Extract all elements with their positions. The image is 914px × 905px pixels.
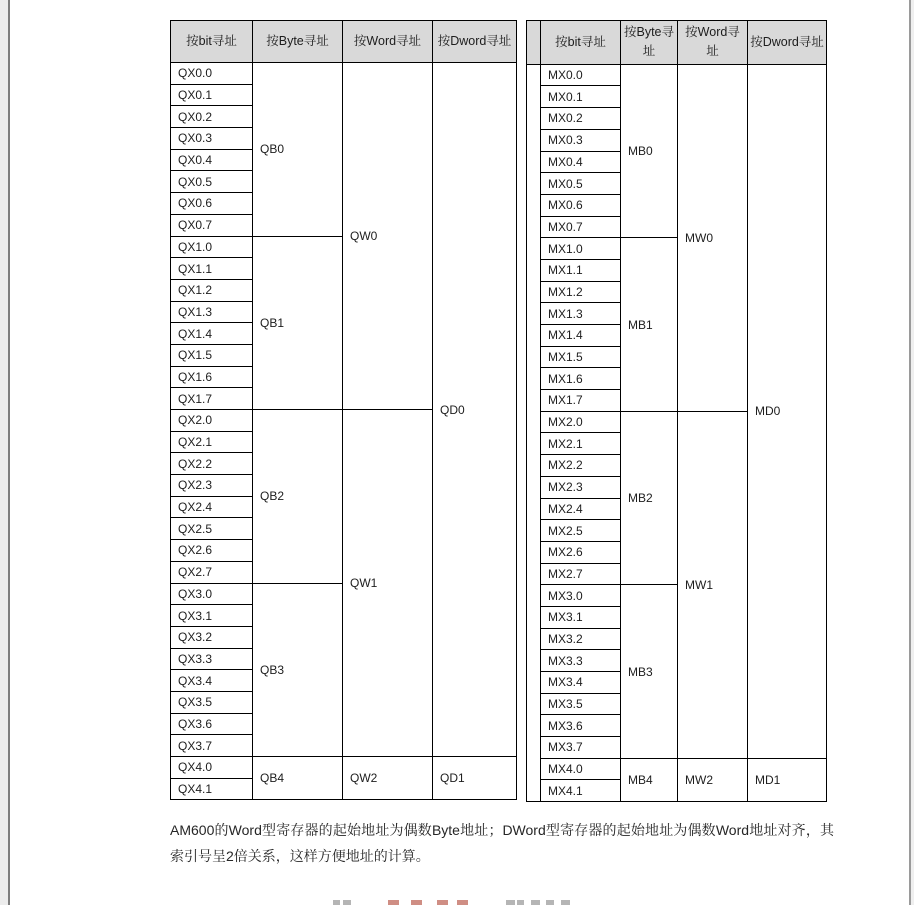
col-header-byte: 按Byte寻址 — [253, 21, 343, 63]
bit-cell: QX1.3 — [171, 301, 253, 323]
byte-cell: QB4 — [253, 757, 343, 800]
bit-cell: QX0.3 — [171, 128, 253, 150]
bit-cell: MX3.5 — [541, 693, 621, 715]
dword-cell: QD1 — [433, 757, 517, 800]
bit-cell: MX0.2 — [541, 108, 621, 130]
bit-cell: QX0.4 — [171, 149, 253, 171]
bit-cell: QX2.7 — [171, 561, 253, 583]
col-header-bit: 按bit寻址 — [541, 21, 621, 65]
bit-cell: MX2.2 — [541, 455, 621, 477]
m-register-table — [526, 20, 827, 802]
bit-cell: QX3.4 — [171, 670, 253, 692]
bit-cell: QX2.4 — [171, 496, 253, 518]
bit-cell: QX1.1 — [171, 258, 253, 280]
byte-cell: MB4 — [621, 758, 678, 801]
bit-cell: MX0.0 — [541, 64, 621, 86]
word-cell: QW1 — [343, 410, 433, 757]
bit-cell: QX3.5 — [171, 691, 253, 713]
spacer-header-cell — [527, 21, 541, 65]
byte-cell: QB2 — [253, 410, 343, 584]
note-paragraph: AM600的Word型寄存器的起始地址为偶数Byte地址；DWord型寄存器的起始地址为偶数Word地址对齐，其索引号呈2倍关系，这样方便地址的计算。 — [170, 822, 834, 864]
bit-cell: MX2.7 — [541, 563, 621, 585]
clipped-text-fragment — [457, 900, 468, 905]
clipped-text-fragment — [506, 900, 515, 905]
bit-cell: MX3.1 — [541, 606, 621, 628]
clipped-text-fragment — [333, 900, 340, 905]
clipped-text-fragment — [546, 900, 554, 905]
bit-cell: MX1.4 — [541, 325, 621, 347]
bit-cell: MX1.6 — [541, 368, 621, 390]
dword-cell: MD1 — [748, 758, 827, 801]
byte-cell: QB0 — [253, 63, 343, 237]
bit-cell: MX4.0 — [541, 758, 621, 780]
word-cell: QW0 — [343, 63, 433, 410]
byte-cell: MB3 — [621, 585, 678, 759]
bit-cell: MX2.3 — [541, 476, 621, 498]
bit-cell: QX3.1 — [171, 605, 253, 627]
dword-cell: QD0 — [433, 63, 517, 757]
bit-cell: QX2.1 — [171, 431, 253, 453]
bit-cell: QX0.2 — [171, 106, 253, 128]
bit-cell: QX0.5 — [171, 171, 253, 193]
q-register-table — [170, 20, 517, 800]
bit-cell: MX1.2 — [541, 281, 621, 303]
col-header-dword: 按Dword寻址 — [748, 21, 827, 65]
bit-cell: QX0.1 — [171, 84, 253, 106]
byte-cell: MB1 — [621, 238, 678, 412]
bit-cell: MX1.7 — [541, 390, 621, 412]
bit-cell: QX3.7 — [171, 735, 253, 757]
bit-cell: MX2.4 — [541, 498, 621, 520]
bit-cell: MX2.1 — [541, 433, 621, 455]
clipped-text-fragment — [388, 900, 399, 905]
bit-cell: QX3.2 — [171, 626, 253, 648]
bit-cell: MX0.7 — [541, 216, 621, 238]
bit-cell: QX1.2 — [171, 279, 253, 301]
bit-cell: MX0.6 — [541, 194, 621, 216]
bit-cell: MX0.5 — [541, 173, 621, 195]
clipped-text-fragment — [517, 900, 524, 905]
bit-cell: MX3.0 — [541, 585, 621, 607]
bit-cell: MX0.1 — [541, 86, 621, 108]
col-header-word: 按Word寻址 — [678, 21, 748, 65]
byte-cell: MB0 — [621, 64, 678, 238]
bit-cell: QX3.3 — [171, 648, 253, 670]
bit-cell: MX1.5 — [541, 346, 621, 368]
bit-cell: MX3.4 — [541, 672, 621, 694]
page-left-edge — [0, 0, 10, 905]
col-header-bit: 按bit寻址 — [171, 21, 253, 63]
bit-cell: QX1.6 — [171, 366, 253, 388]
bit-cell: MX2.0 — [541, 411, 621, 433]
dword-cell: MD0 — [748, 64, 827, 758]
bit-cell: MX3.6 — [541, 715, 621, 737]
page-right-edge — [909, 0, 914, 905]
bit-cell: MX3.2 — [541, 628, 621, 650]
bit-cell: QX0.7 — [171, 214, 253, 236]
bit-cell: QX1.0 — [171, 236, 253, 258]
bit-cell: MX1.1 — [541, 259, 621, 281]
bit-cell: QX1.5 — [171, 344, 253, 366]
bit-cell: QX3.6 — [171, 713, 253, 735]
byte-cell: QB1 — [253, 236, 343, 410]
bit-cell: MX4.1 — [541, 780, 621, 802]
bit-cell: MX1.0 — [541, 238, 621, 260]
byte-cell: MB2 — [621, 411, 678, 585]
word-cell: QW2 — [343, 757, 433, 800]
bit-cell: MX2.6 — [541, 541, 621, 563]
clipped-text-fragment — [411, 900, 422, 905]
bit-cell: QX2.2 — [171, 453, 253, 475]
bit-cell: QX1.4 — [171, 323, 253, 345]
bit-cell: QX0.0 — [171, 63, 253, 85]
clipped-text-fragment — [531, 900, 540, 905]
clipped-text-fragment — [561, 900, 570, 905]
bit-cell: QX4.1 — [171, 778, 253, 800]
col-header-dword: 按Dword寻址 — [433, 21, 517, 63]
col-header-word: 按Word寻址 — [343, 21, 433, 63]
bit-cell: MX3.3 — [541, 650, 621, 672]
bit-cell: QX0.6 — [171, 193, 253, 215]
bit-cell: QX1.7 — [171, 388, 253, 410]
bit-cell: QX2.0 — [171, 410, 253, 432]
clipped-text-fragment — [437, 900, 448, 905]
word-cell: MW1 — [678, 411, 748, 758]
spacer-cell — [527, 64, 541, 801]
bit-cell: QX2.5 — [171, 518, 253, 540]
byte-cell: QB3 — [253, 583, 343, 757]
bit-cell: QX2.3 — [171, 475, 253, 497]
bit-cell: QX4.0 — [171, 757, 253, 779]
word-cell: MW2 — [678, 758, 748, 801]
word-cell: MW0 — [678, 64, 748, 411]
clipped-text-line — [0, 900, 914, 905]
clipped-text-fragment — [343, 900, 351, 905]
bit-cell: MX2.5 — [541, 520, 621, 542]
bit-cell: QX2.6 — [171, 540, 253, 562]
col-header-byte: 按Byte寻址 — [621, 21, 678, 65]
bit-cell: QX3.0 — [171, 583, 253, 605]
bit-cell: MX1.3 — [541, 303, 621, 325]
bit-cell: MX3.7 — [541, 737, 621, 759]
bit-cell: MX0.4 — [541, 151, 621, 173]
bit-cell: MX0.3 — [541, 129, 621, 151]
